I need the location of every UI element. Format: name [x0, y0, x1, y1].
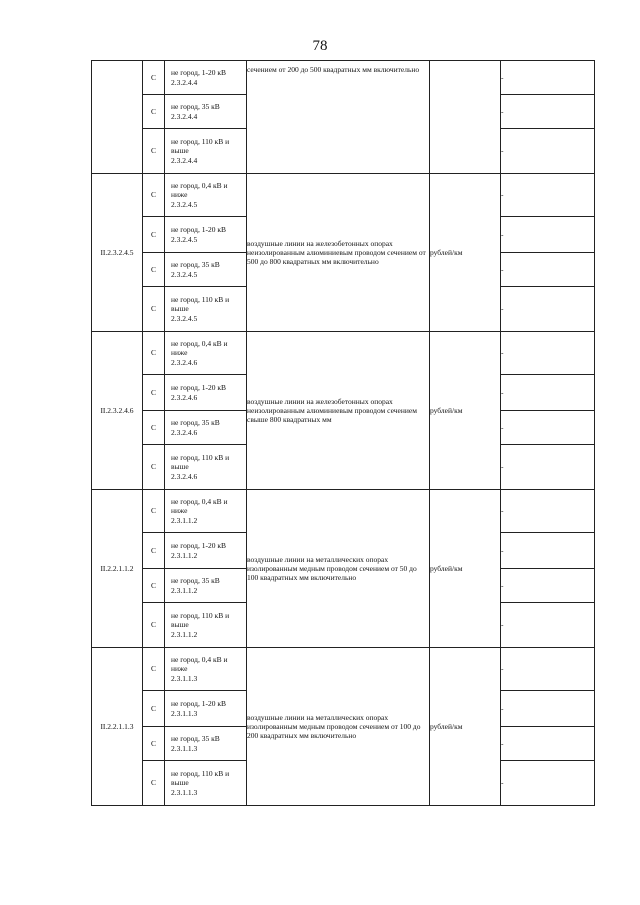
category-label: С	[143, 287, 165, 332]
value-cell: -	[501, 61, 595, 95]
page-number: 78	[312, 38, 328, 54]
value-cell: -	[501, 648, 595, 691]
category-label: С	[143, 445, 165, 490]
table-row	[92, 61, 595, 95]
subcategory-label	[165, 727, 247, 761]
value-cell: -	[501, 95, 595, 129]
subcategory-label	[165, 691, 247, 727]
value-cell: -	[501, 445, 595, 490]
category-label: С	[143, 727, 165, 761]
value-cell: -	[501, 174, 595, 217]
value-cell: -	[501, 375, 595, 411]
subcategory-line: 2.3.2.4.5	[171, 313, 198, 323]
subcategory-label	[165, 761, 247, 806]
subcategory-line: 2.3.2.4.5	[171, 234, 198, 244]
category-label: С	[143, 253, 165, 287]
category-label: С	[143, 490, 165, 533]
subcategory-line: не город, 35 кВ	[171, 260, 220, 270]
row-unit: рублей/км	[430, 648, 501, 806]
subcategory-label	[165, 375, 247, 411]
subcategory-line: не город, 1-20 кВ	[171, 541, 226, 551]
subcategory-line: 2.3.2.4.4	[171, 77, 198, 87]
subcategory-line: 2.3.1.1.3	[171, 673, 198, 683]
row-unit: рублей/км	[430, 332, 501, 490]
category-label: С	[143, 691, 165, 727]
category-label: С	[143, 411, 165, 445]
subcategory-line: выше	[171, 620, 189, 630]
row-description: воздушные линии на металлических опорах изолированным медным проводом сечением от 50 до 100 квадратных мм включительно	[247, 490, 430, 648]
subcategory-line: ниже	[171, 348, 188, 358]
category-label: С	[143, 129, 165, 174]
value-cell: -	[501, 569, 595, 603]
value-cell: -	[501, 287, 595, 332]
subcategory-line: не город, 1-20 кВ	[171, 383, 226, 393]
subcategory-line: не город, 1-20 кВ	[171, 699, 226, 709]
subcategory-line: не город, 0,4 кВ и	[171, 655, 228, 665]
row-description: воздушные линии на металлических опорах изолированным медным проводом сечением от 100 до 200 квадратных мм включительно	[247, 648, 430, 806]
subcategory-label	[165, 490, 247, 533]
subcategory-line: 2.3.1.1.2	[171, 629, 198, 639]
value-cell: -	[501, 129, 595, 174]
tariff-table	[91, 60, 595, 806]
category-label: С	[143, 332, 165, 375]
row-description: сечением от 200 до 500 квадратных мм включительно	[247, 61, 430, 174]
category-label: С	[143, 603, 165, 648]
value-cell: -	[501, 691, 595, 727]
category-label: С	[143, 217, 165, 253]
subcategory-line: не город, 35 кВ	[171, 418, 220, 428]
table-row	[92, 174, 595, 217]
subcategory-line: 2.3.2.4.6	[171, 427, 198, 437]
subcategory-line: 2.3.1.1.3	[171, 708, 198, 718]
row-code	[92, 61, 143, 174]
row-description: воздушные линии на железобетонных опорах неизолированным алюминиевым проводом сечением свыше 800 квадратных мм	[247, 332, 430, 490]
value-cell: -	[501, 411, 595, 445]
value-cell: -	[501, 603, 595, 648]
subcategory-line: не город, 35 кВ	[171, 576, 220, 586]
subcategory-line: не город, 0,4 кВ и	[171, 181, 228, 191]
subcategory-line: не город, 110 кВ и	[171, 611, 230, 621]
row-code: II.2.2.1.1.3	[92, 648, 143, 806]
subcategory-line: 2.3.1.1.3	[171, 743, 198, 753]
subcategory-line: ниже	[171, 664, 188, 674]
category-label: С	[143, 61, 165, 95]
subcategory-label	[165, 603, 247, 648]
subcategory-label	[165, 61, 247, 95]
subcategory-line: не город, 35 кВ	[171, 734, 220, 744]
subcategory-line: 2.3.1.1.2	[171, 550, 198, 560]
table-row	[92, 648, 595, 691]
subcategory-line: 2.3.2.4.4	[171, 155, 198, 165]
subcategory-line: ниже	[171, 506, 188, 516]
subcategory-label	[165, 648, 247, 691]
table-row	[92, 332, 595, 375]
subcategory-line: 2.3.2.4.4	[171, 111, 198, 121]
value-cell: -	[501, 761, 595, 806]
row-code: II.2.2.1.1.2	[92, 490, 143, 648]
subcategory-line: 2.3.1.1.2	[171, 585, 198, 595]
subcategory-line: выше	[171, 146, 189, 156]
value-cell: -	[501, 332, 595, 375]
subcategory-line: 2.3.2.4.6	[171, 471, 198, 481]
row-unit	[430, 61, 501, 174]
subcategory-label	[165, 129, 247, 174]
subcategory-line: ниже	[171, 190, 188, 200]
value-cell: -	[501, 533, 595, 569]
subcategory-label	[165, 569, 247, 603]
subcategory-line: выше	[171, 462, 189, 472]
category-label: С	[143, 761, 165, 806]
subcategory-label	[165, 411, 247, 445]
row-unit: рублей/км	[430, 490, 501, 648]
row-unit: рублей/км	[430, 174, 501, 332]
subcategory-label	[165, 217, 247, 253]
subcategory-line: 2.3.2.4.6	[171, 357, 198, 367]
value-cell: -	[501, 217, 595, 253]
subcategory-label	[165, 533, 247, 569]
subcategory-label	[165, 95, 247, 129]
subcategory-line: не город, 110 кВ и	[171, 295, 230, 305]
category-label: С	[143, 648, 165, 691]
subcategory-label	[165, 445, 247, 490]
row-description: воздушные линии на железобетонных опорах неизолированным алюминиевым проводом сечением от 500 до 800 квадратных мм включительно	[247, 174, 430, 332]
subcategory-line: не город, 0,4 кВ и	[171, 339, 228, 349]
subcategory-line: выше	[171, 778, 189, 788]
subcategory-line: 2.3.2.4.6	[171, 392, 198, 402]
value-cell: -	[501, 253, 595, 287]
subcategory-line: не город, 35 кВ	[171, 102, 220, 112]
subcategory-line: не город, 0,4 кВ и	[171, 497, 228, 507]
subcategory-label	[165, 332, 247, 375]
subcategory-line: не город, 110 кВ и	[171, 453, 230, 463]
subcategory-line: 2.3.2.4.5	[171, 269, 198, 279]
subcategory-line: не город, 110 кВ и	[171, 137, 230, 147]
category-label: С	[143, 569, 165, 603]
subcategory-label	[165, 287, 247, 332]
subcategory-line: не город, 1-20 кВ	[171, 225, 226, 235]
category-label: С	[143, 375, 165, 411]
subcategory-line: 2.3.1.1.3	[171, 787, 198, 797]
subcategory-label	[165, 253, 247, 287]
value-cell: -	[501, 490, 595, 533]
category-label: С	[143, 95, 165, 129]
category-label: С	[143, 174, 165, 217]
value-cell: -	[501, 727, 595, 761]
row-code: II.2.3.2.4.6	[92, 332, 143, 490]
category-label: С	[143, 533, 165, 569]
subcategory-line: 2.3.2.4.5	[171, 199, 198, 209]
subcategory-line: не город, 110 кВ и	[171, 769, 230, 779]
subcategory-label	[165, 174, 247, 217]
table-row	[92, 490, 595, 533]
row-code: II.2.3.2.4.5	[92, 174, 143, 332]
subcategory-line: не город, 1-20 кВ	[171, 68, 226, 78]
subcategory-line: выше	[171, 304, 189, 314]
subcategory-line: 2.3.1.1.2	[171, 515, 198, 525]
